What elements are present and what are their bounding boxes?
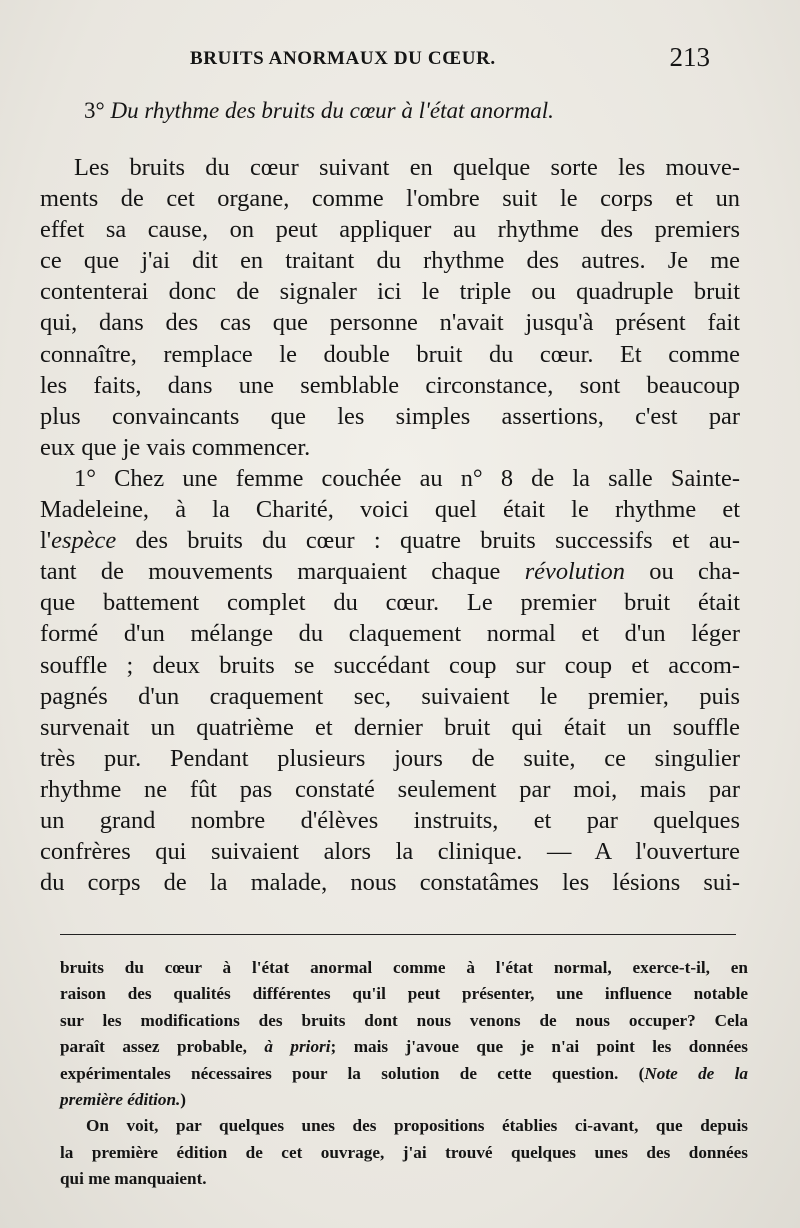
- body-line: eux que je vais commencer.: [40, 433, 311, 461]
- body-text: [40, 152, 740, 898]
- body-line: un grand nombre d'élèves instruits, et par quelques: [40, 806, 740, 834]
- body-line: très pur. Pendant plusieurs jours de suite, ce singulier: [40, 744, 740, 772]
- body-line: effet sa cause, on peut appliquer au rhythme des premiers: [40, 216, 740, 244]
- running-head: [190, 42, 710, 74]
- footnote-line: raison des qualités différentes qu'il peut présenter, une influence notable: [60, 984, 748, 1004]
- footnote-line: paraît assez probable, à priori; mais j'avoue que je n'ai point les données: [60, 1037, 748, 1057]
- running-head-title: BRUITS ANORMAUX DU CŒUR.: [190, 48, 496, 69]
- footnote-line: première édition.): [60, 1089, 187, 1109]
- footnote-line: la première édition de cet ouvrage, j'ai trouvé quelques unes des données: [60, 1142, 748, 1162]
- body-line: Madeleine, à la Charité, voici quel était le rhythme et: [40, 496, 740, 524]
- section-number: 3°: [84, 98, 105, 123]
- footnote-line: qui me manquaient.: [60, 1169, 207, 1189]
- footnote-line: sur les modifications des bruits dont nous venons de nous occuper? Cela: [60, 1010, 748, 1030]
- body-line: souffle ; deux bruits se succédant coup sur coup et accom-: [40, 651, 740, 679]
- footnote-line: On voit, par quelques unes des propositions établies ci-avant, que depuis: [86, 1116, 748, 1136]
- section-title: Du rhythme des bruits du cœur à l'état anormal.: [110, 98, 554, 123]
- body-line: pagnés d'un craquement sec, suivaient le premier, puis: [40, 682, 740, 710]
- section-heading: [84, 98, 724, 124]
- body-line: les faits, dans une semblable circonstance, sont beaucoup: [40, 371, 740, 399]
- body-line: 1° Chez une femme couchée au n° 8 de la salle Sainte-: [74, 464, 740, 492]
- body-line: qui, dans des cas que personne n'avait jusqu'à présent fait: [40, 309, 740, 337]
- footnote: [60, 955, 748, 1193]
- footnote-separator: [60, 934, 736, 935]
- body-line: tant de mouvements marquaient chaque révolution ou cha-: [40, 558, 740, 586]
- body-line: survenait un quatrième et dernier bruit qui était un souffle: [40, 713, 740, 741]
- footnote-line: expérimentales nécessaires pour la solution de cette question. (Note de la: [60, 1063, 748, 1083]
- body-line: plus convaincants que les simples assertions, c'est par: [40, 402, 740, 430]
- body-line: Les bruits du cœur suivant en quelque sorte les mouve-: [74, 154, 740, 181]
- body-line: confrères qui suivaient alors la clinique. — A l'ouverture: [40, 838, 740, 866]
- body-line: que battement complet du cœur. Le premier bruit était: [40, 589, 740, 617]
- body-line: l'espèce des bruits du cœur : quatre bruits successifs et au-: [40, 527, 740, 555]
- page-number: 213: [669, 42, 710, 72]
- footnote-line: bruits du cœur à l'état anormal comme à l'état normal, exerce-t-il, en: [60, 958, 748, 977]
- body-line: connaître, remplace le double bruit du cœur. Et comme: [40, 340, 740, 368]
- body-line: contenterai donc de signaler ici le triple ou quadruple bruit: [40, 278, 740, 306]
- body-line: ments de cet organe, comme l'ombre suit le corps et un: [40, 185, 740, 213]
- body-line: rhythme ne fût pas constaté seulement par moi, mais par: [40, 775, 740, 803]
- body-line: ce que j'ai dit en traitant du rhythme des autres. Je me: [40, 247, 740, 275]
- body-line: formé d'un mélange du claquement normal et d'un léger: [40, 620, 740, 648]
- body-line: du corps de la malade, nous constatâmes les lésions sui-: [40, 869, 740, 897]
